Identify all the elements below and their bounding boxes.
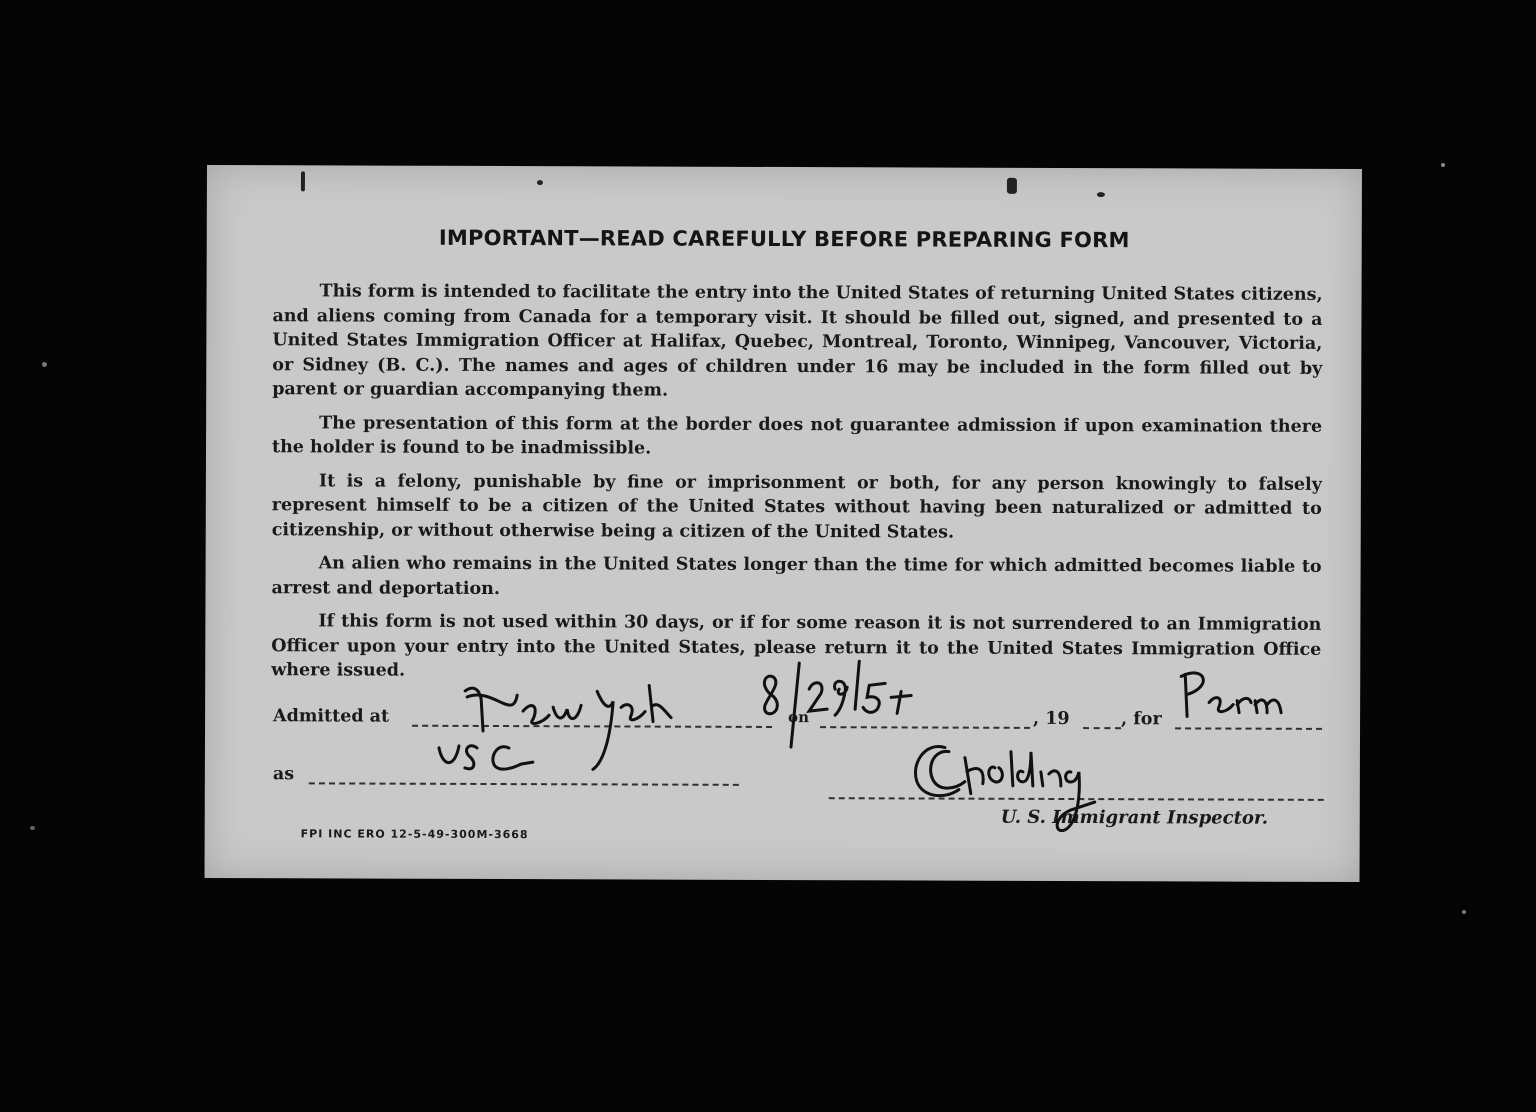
instruction-paragraph: An alien who remains in the United States longer than the time for which admitted becomes liable to arrest and deportation. (271, 553, 1322, 599)
punch-mark (537, 180, 543, 185)
as-line (309, 782, 739, 786)
for-label: , for (1121, 709, 1162, 730)
instruction-paragraph: This form is intended to facilitate the entry into the United States of returning United States citizens, and aliens coming from Canada for a temporary visit. It should be filled out, signed, and presented to a United States Immigration Officer at Halifax, Quebec, Montreal, Toronto, Winnipeg, Vancouver, Victoria, or Sidney (B. C.). The names and ages of children under 16 may be included in the form filled out by parent or guardian accompanying them. (272, 281, 1323, 401)
dust-speck (42, 362, 47, 367)
year-line (1083, 727, 1121, 729)
handwritten-as (433, 738, 543, 778)
inspector-signature (905, 737, 1145, 858)
instruction-paragraph: If this form is not used within 30 days, or if for some reason it is not surrendered to an Immigration Officer upon your entry into the United States, please return it to the United States Immigration Office where issued. (271, 611, 1322, 681)
on-label: on (788, 708, 810, 727)
form-title: IMPORTANT—READ CAREFULLY BEFORE PREPARING FORM (438, 225, 1130, 253)
punch-mark (1007, 178, 1017, 194)
immigration-form-card (205, 165, 1362, 882)
form-code: FPI INC ERO 12-5-49-300M-3668 (300, 827, 529, 842)
handwritten-date (751, 655, 941, 751)
dust-speck (1441, 163, 1445, 167)
handwritten-for (1175, 660, 1295, 720)
instruction-paragraph: The presentation of this form at the border does not guarantee admission if upon examination there the holder is found to be inadmissible. (271, 412, 1323, 459)
year-label: , 19 (1033, 708, 1070, 730)
inspector-label: U. S. Immigrant Inspector. (1000, 806, 1269, 829)
instruction-paragraph: It is a felony, punishable by fine or imprisonment or both, for any person knowingly to falsely represent himself to be a citizen of the United States without having been naturalized or admitted to citizenship, or without otherwise being a citizen of the United States. (271, 470, 1322, 543)
for-line (1175, 727, 1322, 730)
punch-mark (301, 171, 305, 191)
form-instructions (271, 279, 1322, 695)
dust-speck (1462, 910, 1466, 914)
admitted-at-label: Admitted at (273, 706, 390, 727)
as-label: as (272, 764, 295, 785)
dust-speck (30, 826, 35, 830)
punch-mark (1097, 192, 1105, 197)
